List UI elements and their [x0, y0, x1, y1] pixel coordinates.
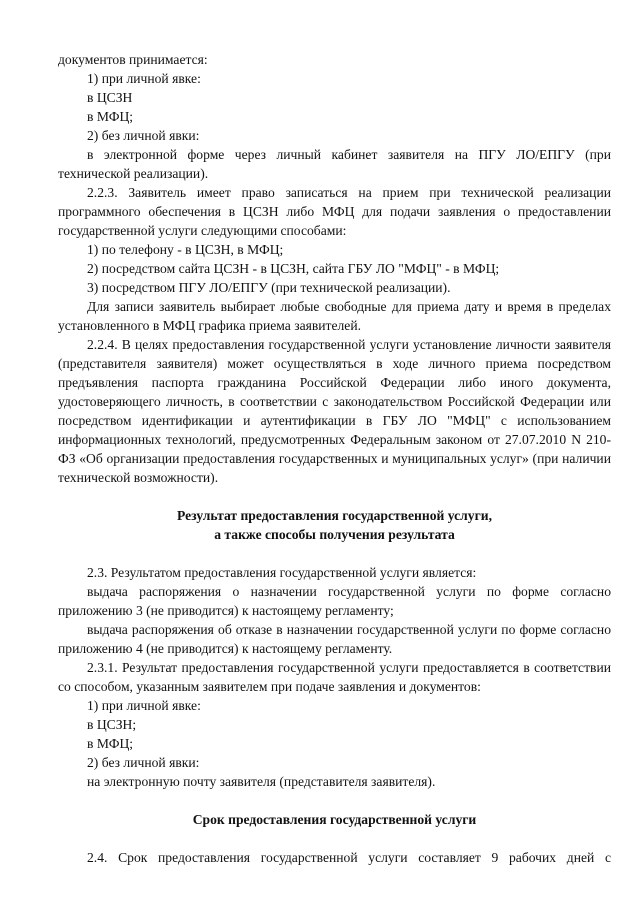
paragraph: в электронной форме через личный кабинет заявителя на ПГУ ЛО/ЕПГУ (при технической реализации).: [58, 147, 611, 181]
list-item: 2) без личной явки:: [87, 755, 200, 770]
list-item: в МФЦ;: [87, 109, 134, 124]
paragraph: выдача распоряжения об отказе в назначении государственной услуги по форме согласно приложению 4 (не приводится) к настоящему регламенту.: [58, 622, 611, 656]
section-heading: Результат предоставления государственной услуги,: [177, 508, 492, 523]
list-item: 1) при личной явке:: [87, 71, 201, 86]
section-heading: Срок предоставления государственной услуги: [192, 812, 477, 827]
list-item: 3) посредством ПГУ ЛО/ЕПГУ (при технической реализации).: [87, 280, 451, 295]
list-item: в ЦСЗН: [87, 90, 133, 105]
list-item: 1) по телефону - в ЦСЗН, в МФЦ;: [87, 242, 284, 257]
paragraph: выдача распоряжения о назначении государственной услуги по форме согласно приложению 3 (не приводится) к настоящему регламенту;: [58, 584, 611, 618]
paragraph-2-3-1: 2.3.1. Результат предоставления государственной услуги предоставляется в соответствии со способом, указанным заявителем при подаче заявления и документов:: [58, 660, 611, 694]
list-item: 1) при личной явке:: [87, 698, 201, 713]
document-body: [58, 50, 611, 867]
list-item: 2) без личной явки:: [87, 128, 200, 143]
section-heading: а также способы получения результата: [214, 527, 455, 542]
paragraph-2-2-4: 2.2.4. В целях предоставления государственной услуги установление личности заявителя (представителя заявителя) может осуществляться в ходе личного приема посредством предъявления паспорта гражданина Российской Федерации либо иного документа, удостоверяющего личность, в соответствии с законодательством Российской Федерации или посредством идентификации и аутентификации в ГБУ ЛО "МФЦ" с использованием информационных технологий, предусмотренных Федеральным законом от 27.07.2010 N 210-ФЗ «Об организации предоставления государственных и муниципальных услуг» (при наличии технической возможности).: [58, 337, 611, 485]
list-item: в ЦСЗН;: [87, 717, 137, 732]
list-item: в МФЦ;: [87, 736, 134, 751]
text-line: документов принимается:: [58, 52, 208, 67]
paragraph-2-3: 2.3. Результатом предоставления государственной услуги является:: [87, 565, 477, 580]
list-item: 2) посредством сайта ЦСЗН - в ЦСЗН, сайта ГБУ ЛО "МФЦ" - в МФЦ;: [87, 261, 500, 276]
list-item: на электронную почту заявителя (представителя заявителя).: [87, 774, 436, 789]
paragraph-2-4: 2.4. Срок предоставления государственной услуги составляет 9 рабочих дней с: [87, 850, 611, 865]
paragraph-2-2-3: 2.2.3. Заявитель имеет право записаться на прием при технической реализации программного обеспечения в ЦСЗН либо МФЦ для подачи заявления о предоставлении государственной услуги следующими способами:: [58, 185, 611, 238]
paragraph: Для записи заявитель выбирает любые свободные для приема дату и время в пределах установленного в МФЦ графика приема заявителей.: [58, 299, 611, 333]
